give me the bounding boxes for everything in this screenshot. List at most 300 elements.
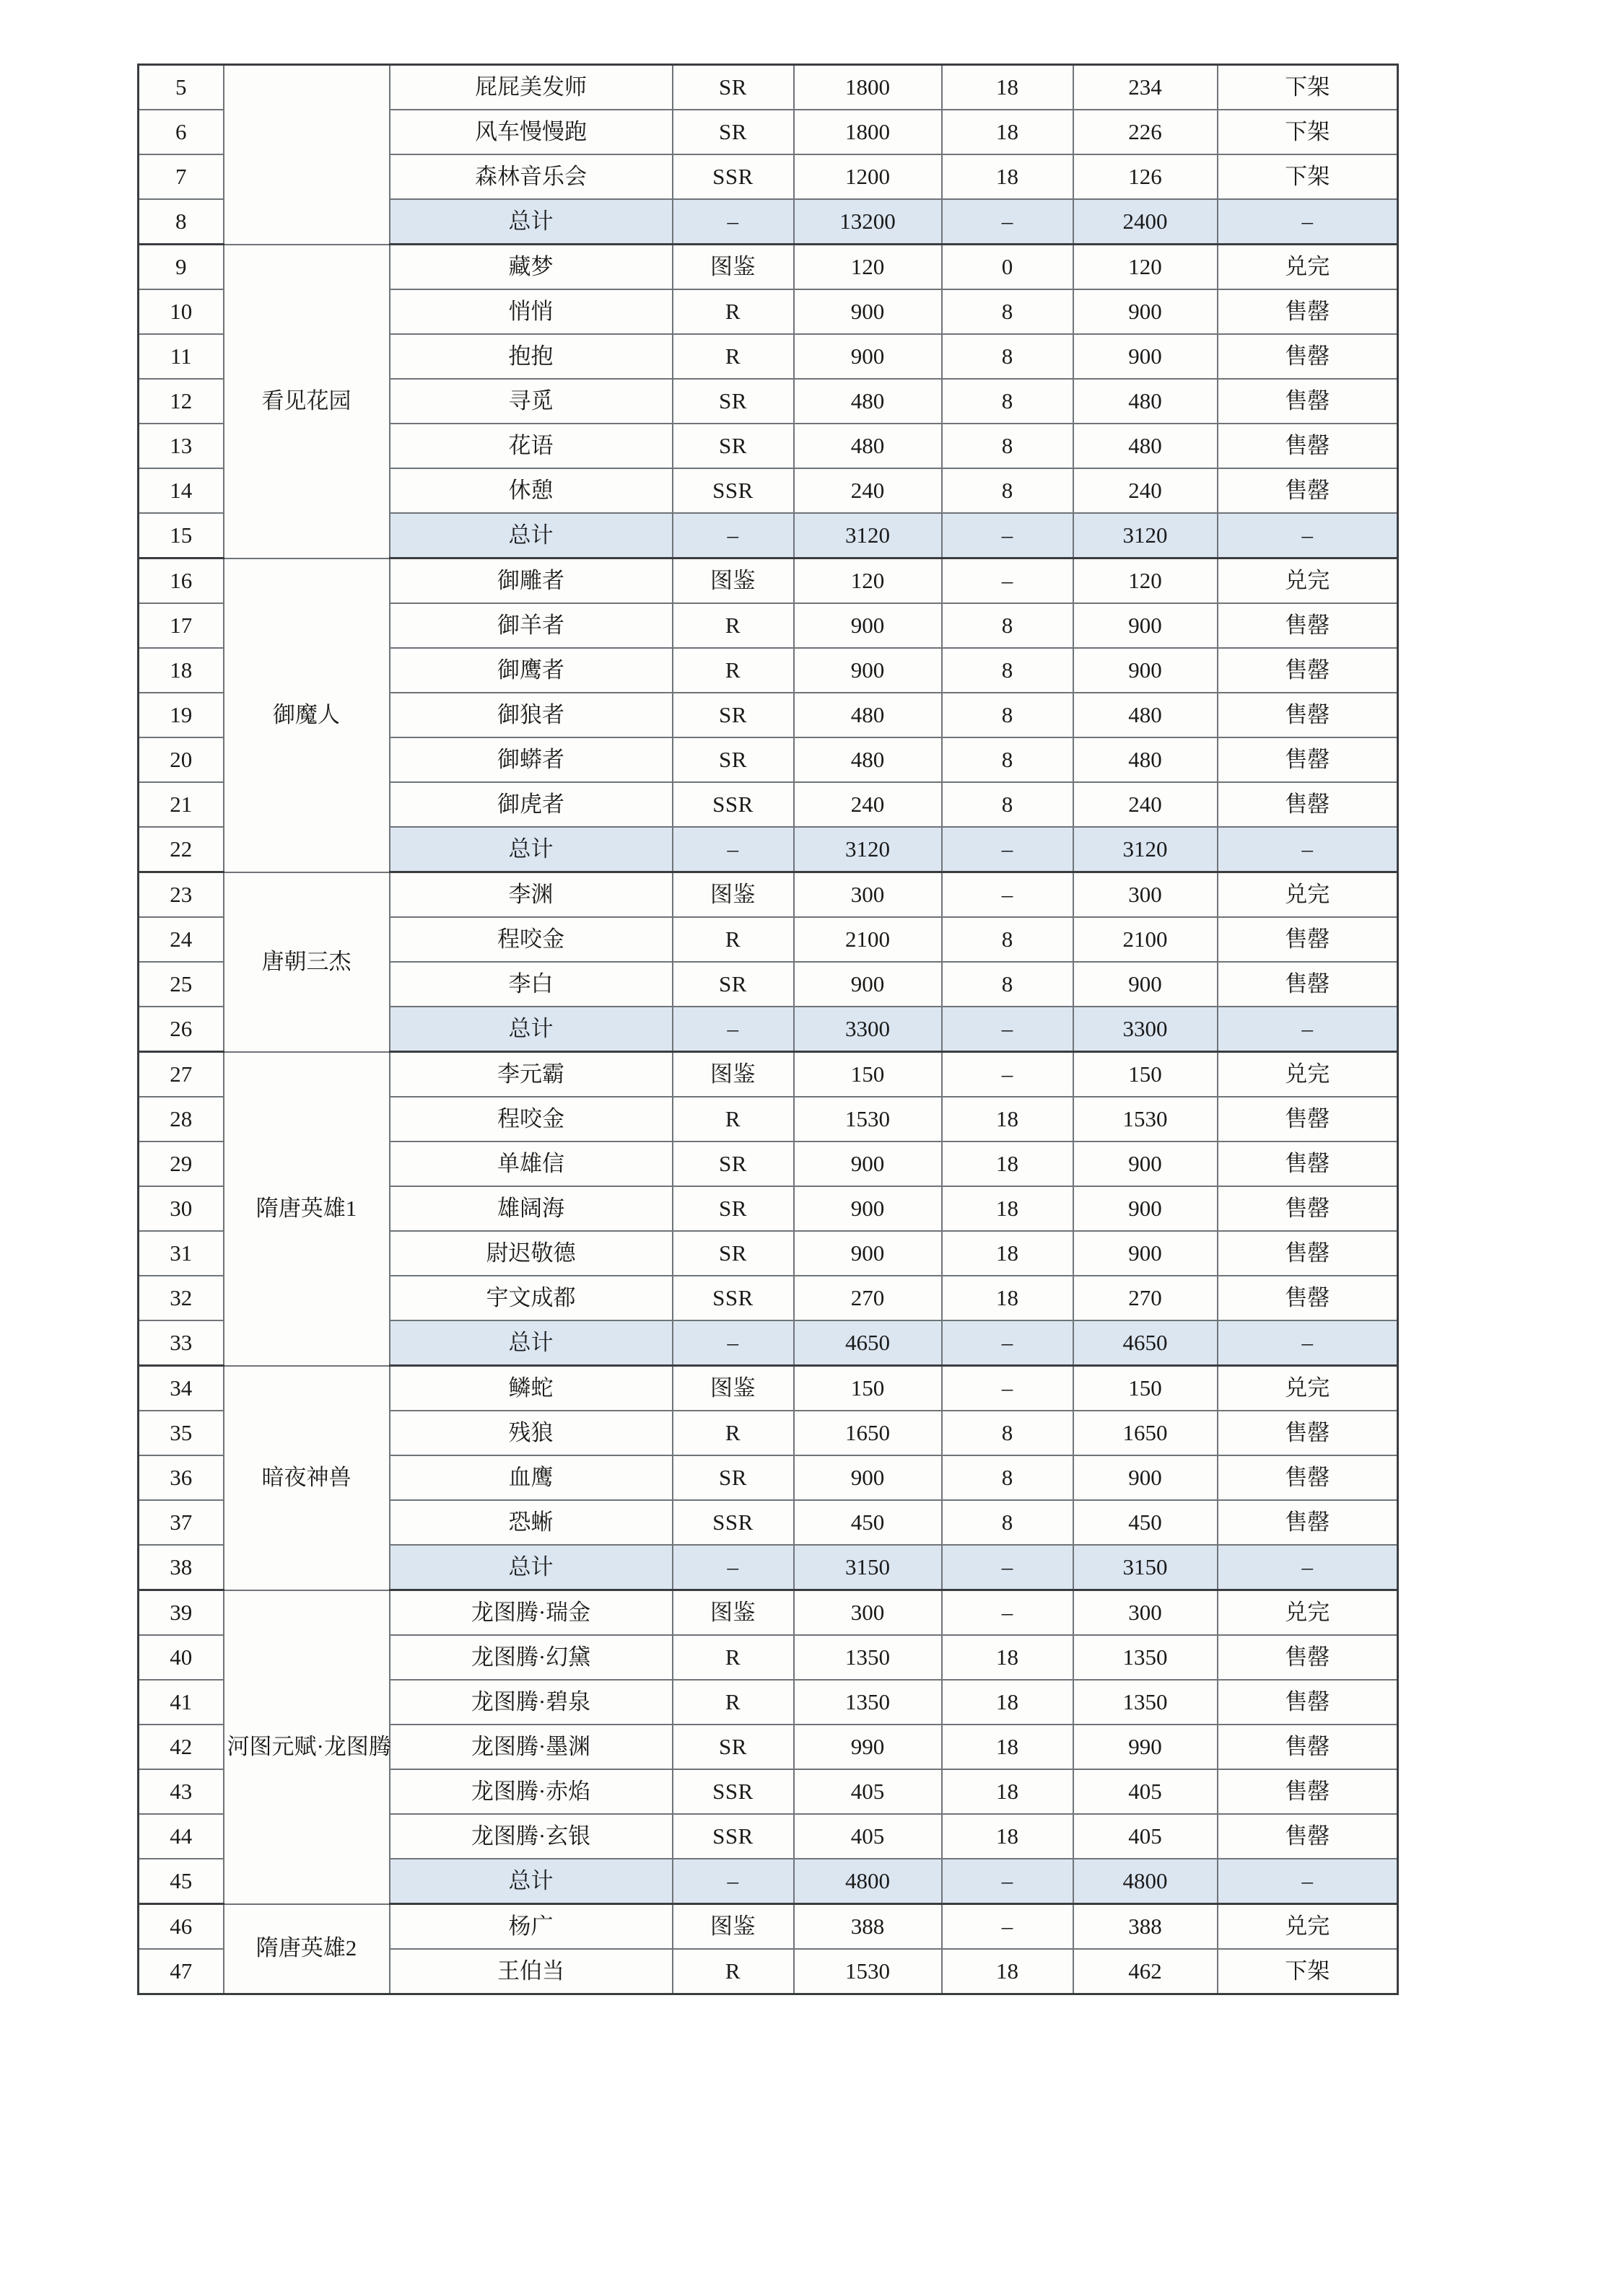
price-cell: 4650	[794, 1320, 942, 1366]
row-index-cell: 44	[139, 1814, 224, 1859]
status-cell: –	[1218, 199, 1398, 245]
remaining-cell: 900	[1073, 1231, 1218, 1276]
rarity-cell: 图鉴	[673, 1366, 794, 1411]
remaining-cell: 388	[1073, 1904, 1218, 1950]
rarity-cell: R	[673, 1635, 794, 1680]
item-name-cell: 御狼者	[390, 693, 673, 737]
rarity-cell: –	[673, 1859, 794, 1904]
count-cell: –	[942, 872, 1073, 918]
rarity-cell: SR	[673, 737, 794, 782]
series-name-cell: 隋唐英雄1	[224, 1052, 390, 1366]
item-name-cell: 龙图腾·碧泉	[390, 1680, 673, 1725]
remaining-cell: 405	[1073, 1814, 1218, 1859]
remaining-cell: 1530	[1073, 1097, 1218, 1142]
price-cell: 480	[794, 424, 942, 468]
row-index-cell: 5	[139, 65, 224, 110]
table-row	[139, 1366, 1398, 1411]
item-name-cell: 单雄信	[390, 1142, 673, 1186]
price-cell: 2100	[794, 917, 942, 962]
count-cell: –	[942, 1545, 1073, 1590]
table-row	[139, 65, 1398, 110]
item-name-cell: 风车慢慢跑	[390, 110, 673, 154]
rarity-cell: R	[673, 603, 794, 648]
count-cell: –	[942, 199, 1073, 245]
count-cell: 18	[942, 110, 1073, 154]
count-cell: 8	[942, 1411, 1073, 1455]
status-cell: 下架	[1218, 1949, 1398, 1994]
rarity-cell: SSR	[673, 154, 794, 199]
count-cell: 18	[942, 1097, 1073, 1142]
remaining-cell: 120	[1073, 558, 1218, 604]
ledger-table	[137, 63, 1399, 1995]
remaining-cell: 900	[1073, 334, 1218, 379]
price-cell: 240	[794, 782, 942, 827]
remaining-cell: 126	[1073, 154, 1218, 199]
rarity-cell: 图鉴	[673, 245, 794, 290]
table-row	[139, 558, 1398, 604]
row-index-cell: 9	[139, 245, 224, 290]
row-index-cell: 11	[139, 334, 224, 379]
row-index-cell: 35	[139, 1411, 224, 1455]
status-cell: 兑完	[1218, 558, 1398, 604]
count-cell: 18	[942, 65, 1073, 110]
item-name-cell: 寻觅	[390, 379, 673, 424]
item-name-cell: 总计	[390, 1859, 673, 1904]
count-cell: 8	[942, 693, 1073, 737]
item-name-cell: 鳞蛇	[390, 1366, 673, 1411]
count-cell: 18	[942, 1231, 1073, 1276]
item-name-cell: 御鹰者	[390, 648, 673, 693]
remaining-cell: 405	[1073, 1769, 1218, 1814]
status-cell: 售罄	[1218, 1635, 1398, 1680]
row-index-cell: 23	[139, 872, 224, 918]
row-index-cell: 25	[139, 962, 224, 1007]
item-name-cell: 休憩	[390, 468, 673, 513]
count-cell: 18	[942, 1769, 1073, 1814]
count-cell: 8	[942, 424, 1073, 468]
row-index-cell: 38	[139, 1545, 224, 1590]
price-cell: 270	[794, 1276, 942, 1320]
item-name-cell: 总计	[390, 1320, 673, 1366]
rarity-cell: SSR	[673, 1814, 794, 1859]
row-index-cell: 17	[139, 603, 224, 648]
remaining-cell: 4800	[1073, 1859, 1218, 1904]
price-cell: 900	[794, 1142, 942, 1186]
rarity-cell: 图鉴	[673, 872, 794, 918]
status-cell: 售罄	[1218, 693, 1398, 737]
series-name-cell: 隋唐英雄2	[224, 1904, 390, 1994]
price-cell: 480	[794, 379, 942, 424]
price-cell: 3300	[794, 1007, 942, 1052]
count-cell: –	[942, 1052, 1073, 1097]
item-name-cell: 恐蜥	[390, 1500, 673, 1545]
row-index-cell: 31	[139, 1231, 224, 1276]
remaining-cell: 3300	[1073, 1007, 1218, 1052]
row-index-cell: 12	[139, 379, 224, 424]
series-name-cell	[224, 65, 390, 245]
row-index-cell: 26	[139, 1007, 224, 1052]
row-index-cell: 7	[139, 154, 224, 199]
price-cell: 405	[794, 1814, 942, 1859]
status-cell: 售罄	[1218, 1814, 1398, 1859]
row-index-cell: 30	[139, 1186, 224, 1231]
item-name-cell: 李白	[390, 962, 673, 1007]
rarity-cell: SR	[673, 110, 794, 154]
remaining-cell: 2100	[1073, 917, 1218, 962]
price-cell: 3150	[794, 1545, 942, 1590]
status-cell: 售罄	[1218, 1500, 1398, 1545]
rarity-cell: SR	[673, 693, 794, 737]
count-cell: 18	[942, 1186, 1073, 1231]
row-index-cell: 21	[139, 782, 224, 827]
rarity-cell: –	[673, 1007, 794, 1052]
status-cell: –	[1218, 1545, 1398, 1590]
count-cell: –	[942, 1366, 1073, 1411]
status-cell: 售罄	[1218, 1142, 1398, 1186]
rarity-cell: SR	[673, 962, 794, 1007]
remaining-cell: 480	[1073, 737, 1218, 782]
row-index-cell: 42	[139, 1725, 224, 1769]
remaining-cell: 900	[1073, 962, 1218, 1007]
price-cell: 405	[794, 1769, 942, 1814]
count-cell: 8	[942, 334, 1073, 379]
remaining-cell: 226	[1073, 110, 1218, 154]
rarity-cell: SSR	[673, 468, 794, 513]
remaining-cell: 900	[1073, 648, 1218, 693]
item-name-cell: 花语	[390, 424, 673, 468]
status-cell: 售罄	[1218, 603, 1398, 648]
price-cell: 13200	[794, 199, 942, 245]
status-cell: 售罄	[1218, 1276, 1398, 1320]
row-index-cell: 32	[139, 1276, 224, 1320]
status-cell: 售罄	[1218, 648, 1398, 693]
status-cell: 售罄	[1218, 1231, 1398, 1276]
remaining-cell: 300	[1073, 872, 1218, 918]
rarity-cell: –	[673, 1545, 794, 1590]
status-cell: 售罄	[1218, 1725, 1398, 1769]
item-name-cell: 龙图腾·幻黛	[390, 1635, 673, 1680]
rarity-cell: SR	[673, 424, 794, 468]
status-cell: 下架	[1218, 65, 1398, 110]
item-name-cell: 雄阔海	[390, 1186, 673, 1231]
price-cell: 1800	[794, 65, 942, 110]
row-index-cell: 22	[139, 827, 224, 872]
item-name-cell: 总计	[390, 513, 673, 558]
price-cell: 900	[794, 1231, 942, 1276]
row-index-cell: 47	[139, 1949, 224, 1994]
series-name-cell: 暗夜神兽	[224, 1366, 390, 1590]
rarity-cell: R	[673, 1680, 794, 1725]
count-cell: 0	[942, 245, 1073, 290]
rarity-cell: 图鉴	[673, 1052, 794, 1097]
item-name-cell: 程咬金	[390, 1097, 673, 1142]
item-name-cell: 李渊	[390, 872, 673, 918]
remaining-cell: 900	[1073, 603, 1218, 648]
status-cell: 售罄	[1218, 468, 1398, 513]
rarity-cell: –	[673, 199, 794, 245]
row-index-cell: 20	[139, 737, 224, 782]
price-cell: 150	[794, 1366, 942, 1411]
price-cell: 1530	[794, 1949, 942, 1994]
rarity-cell: –	[673, 513, 794, 558]
row-index-cell: 8	[139, 199, 224, 245]
row-index-cell: 40	[139, 1635, 224, 1680]
price-cell: 900	[794, 648, 942, 693]
remaining-cell: 450	[1073, 1500, 1218, 1545]
table-row	[139, 872, 1398, 918]
price-cell: 300	[794, 1590, 942, 1636]
rarity-cell: SR	[673, 1725, 794, 1769]
remaining-cell: 240	[1073, 782, 1218, 827]
rarity-cell: SSR	[673, 1500, 794, 1545]
row-index-cell: 19	[139, 693, 224, 737]
count-cell: 8	[942, 1455, 1073, 1500]
table-row	[139, 245, 1398, 290]
remaining-cell: 900	[1073, 1455, 1218, 1500]
status-cell: –	[1218, 1859, 1398, 1904]
price-cell: 1350	[794, 1635, 942, 1680]
item-name-cell: 龙图腾·玄银	[390, 1814, 673, 1859]
row-index-cell: 18	[139, 648, 224, 693]
series-name-cell: 御魔人	[224, 558, 390, 872]
count-cell: 8	[942, 379, 1073, 424]
item-name-cell: 御蟒者	[390, 737, 673, 782]
status-cell: 售罄	[1218, 379, 1398, 424]
remaining-cell: 150	[1073, 1366, 1218, 1411]
remaining-cell: 480	[1073, 424, 1218, 468]
remaining-cell: 300	[1073, 1590, 1218, 1636]
rarity-cell: SR	[673, 1231, 794, 1276]
rarity-cell: R	[673, 917, 794, 962]
row-index-cell: 28	[139, 1097, 224, 1142]
remaining-cell: 900	[1073, 289, 1218, 334]
row-index-cell: 16	[139, 558, 224, 604]
price-cell: 900	[794, 1186, 942, 1231]
row-index-cell: 36	[139, 1455, 224, 1500]
price-cell: 1650	[794, 1411, 942, 1455]
count-cell: 8	[942, 1500, 1073, 1545]
status-cell: 兑完	[1218, 1366, 1398, 1411]
count-cell: –	[942, 827, 1073, 872]
item-name-cell: 程咬金	[390, 917, 673, 962]
price-cell: 1200	[794, 154, 942, 199]
status-cell: 兑完	[1218, 1590, 1398, 1636]
item-name-cell: 总计	[390, 1007, 673, 1052]
item-name-cell: 李元霸	[390, 1052, 673, 1097]
remaining-cell: 4650	[1073, 1320, 1218, 1366]
remaining-cell: 150	[1073, 1052, 1218, 1097]
count-cell: –	[942, 1859, 1073, 1904]
remaining-cell: 900	[1073, 1186, 1218, 1231]
remaining-cell: 240	[1073, 468, 1218, 513]
row-index-cell: 14	[139, 468, 224, 513]
item-name-cell: 御雕者	[390, 558, 673, 604]
item-name-cell: 总计	[390, 1545, 673, 1590]
status-cell: 售罄	[1218, 1769, 1398, 1814]
count-cell: 18	[942, 1635, 1073, 1680]
status-cell: –	[1218, 1320, 1398, 1366]
count-cell: 8	[942, 289, 1073, 334]
rarity-cell: SSR	[673, 1276, 794, 1320]
item-name-cell: 残狼	[390, 1411, 673, 1455]
status-cell: –	[1218, 827, 1398, 872]
rarity-cell: –	[673, 827, 794, 872]
item-name-cell: 宇文成都	[390, 1276, 673, 1320]
price-cell: 900	[794, 962, 942, 1007]
price-cell: 3120	[794, 513, 942, 558]
remaining-cell: 270	[1073, 1276, 1218, 1320]
item-name-cell: 尉迟敬德	[390, 1231, 673, 1276]
item-name-cell: 抱抱	[390, 334, 673, 379]
status-cell: 兑完	[1218, 245, 1398, 290]
count-cell: 8	[942, 962, 1073, 1007]
item-name-cell: 龙图腾·瑞金	[390, 1590, 673, 1636]
count-cell: 8	[942, 603, 1073, 648]
count-cell: –	[942, 1007, 1073, 1052]
status-cell: 售罄	[1218, 962, 1398, 1007]
price-cell: 480	[794, 693, 942, 737]
item-name-cell: 屁屁美发师	[390, 65, 673, 110]
price-cell: 1800	[794, 110, 942, 154]
count-cell: –	[942, 513, 1073, 558]
status-cell: 售罄	[1218, 782, 1398, 827]
count-cell: 8	[942, 648, 1073, 693]
ledger-table-body	[139, 65, 1398, 1994]
remaining-cell: 900	[1073, 1142, 1218, 1186]
remaining-cell: 480	[1073, 379, 1218, 424]
price-cell: 3120	[794, 827, 942, 872]
row-index-cell: 15	[139, 513, 224, 558]
remaining-cell: 234	[1073, 65, 1218, 110]
status-cell: 兑完	[1218, 1904, 1398, 1950]
price-cell: 900	[794, 603, 942, 648]
row-index-cell: 6	[139, 110, 224, 154]
item-name-cell: 王伯当	[390, 1949, 673, 1994]
status-cell: 下架	[1218, 110, 1398, 154]
table-row	[139, 1590, 1398, 1636]
status-cell: 售罄	[1218, 737, 1398, 782]
row-index-cell: 34	[139, 1366, 224, 1411]
remaining-cell: 1350	[1073, 1635, 1218, 1680]
rarity-cell: SR	[673, 379, 794, 424]
price-cell: 1530	[794, 1097, 942, 1142]
rarity-cell: R	[673, 1949, 794, 1994]
remaining-cell: 120	[1073, 245, 1218, 290]
price-cell: 4800	[794, 1859, 942, 1904]
rarity-cell: R	[673, 1097, 794, 1142]
rarity-cell: SSR	[673, 1769, 794, 1814]
status-cell: 售罄	[1218, 424, 1398, 468]
remaining-cell: 1350	[1073, 1680, 1218, 1725]
rarity-cell: SR	[673, 1142, 794, 1186]
item-name-cell: 藏梦	[390, 245, 673, 290]
status-cell: 售罄	[1218, 1680, 1398, 1725]
series-name-cell: 看见花园	[224, 245, 390, 558]
row-index-cell: 33	[139, 1320, 224, 1366]
row-index-cell: 39	[139, 1590, 224, 1636]
rarity-cell: R	[673, 1411, 794, 1455]
price-cell: 300	[794, 872, 942, 918]
count-cell: 8	[942, 737, 1073, 782]
status-cell: 售罄	[1218, 334, 1398, 379]
count-cell: 8	[942, 782, 1073, 827]
row-index-cell: 13	[139, 424, 224, 468]
item-name-cell: 御羊者	[390, 603, 673, 648]
status-cell: 售罄	[1218, 289, 1398, 334]
rarity-cell: SSR	[673, 782, 794, 827]
row-index-cell: 43	[139, 1769, 224, 1814]
row-index-cell: 10	[139, 289, 224, 334]
item-name-cell: 杨广	[390, 1904, 673, 1950]
count-cell: 18	[942, 1949, 1073, 1994]
price-cell: 1350	[794, 1680, 942, 1725]
count-cell: 8	[942, 468, 1073, 513]
status-cell: 兑完	[1218, 1052, 1398, 1097]
rarity-cell: R	[673, 648, 794, 693]
item-name-cell: 御虎者	[390, 782, 673, 827]
count-cell: 18	[942, 154, 1073, 199]
price-cell: 900	[794, 334, 942, 379]
count-cell: –	[942, 1320, 1073, 1366]
row-index-cell: 29	[139, 1142, 224, 1186]
status-cell: –	[1218, 513, 1398, 558]
count-cell: –	[942, 1590, 1073, 1636]
row-index-cell: 41	[139, 1680, 224, 1725]
status-cell: 兑完	[1218, 872, 1398, 918]
item-name-cell: 总计	[390, 199, 673, 245]
item-name-cell: 悄悄	[390, 289, 673, 334]
ledger-table-container	[137, 63, 1397, 1995]
rarity-cell: SR	[673, 1455, 794, 1500]
series-name-cell: 河图元赋·龙图腾	[224, 1590, 390, 1904]
item-name-cell: 血鹰	[390, 1455, 673, 1500]
status-cell: 售罄	[1218, 1455, 1398, 1500]
count-cell: –	[942, 1904, 1073, 1950]
rarity-cell: –	[673, 1320, 794, 1366]
rarity-cell: 图鉴	[673, 1590, 794, 1636]
series-name-cell: 唐朝三杰	[224, 872, 390, 1052]
rarity-cell: R	[673, 289, 794, 334]
price-cell: 120	[794, 558, 942, 604]
status-cell: 售罄	[1218, 1186, 1398, 1231]
count-cell: –	[942, 558, 1073, 604]
count-cell: 18	[942, 1814, 1073, 1859]
status-cell: 售罄	[1218, 1097, 1398, 1142]
count-cell: 18	[942, 1680, 1073, 1725]
row-index-cell: 37	[139, 1500, 224, 1545]
price-cell: 990	[794, 1725, 942, 1769]
remaining-cell: 480	[1073, 693, 1218, 737]
item-name-cell: 总计	[390, 827, 673, 872]
count-cell: 18	[942, 1276, 1073, 1320]
rarity-cell: R	[673, 334, 794, 379]
price-cell: 240	[794, 468, 942, 513]
price-cell: 450	[794, 1500, 942, 1545]
remaining-cell: 1650	[1073, 1411, 1218, 1455]
table-row	[139, 1052, 1398, 1097]
table-row	[139, 1904, 1398, 1950]
remaining-cell: 3120	[1073, 513, 1218, 558]
row-index-cell: 24	[139, 917, 224, 962]
item-name-cell: 龙图腾·赤焰	[390, 1769, 673, 1814]
status-cell: 售罄	[1218, 1411, 1398, 1455]
status-cell: 下架	[1218, 154, 1398, 199]
rarity-cell: 图鉴	[673, 1904, 794, 1950]
status-cell: 售罄	[1218, 917, 1398, 962]
remaining-cell: 990	[1073, 1725, 1218, 1769]
count-cell: 18	[942, 1725, 1073, 1769]
price-cell: 480	[794, 737, 942, 782]
